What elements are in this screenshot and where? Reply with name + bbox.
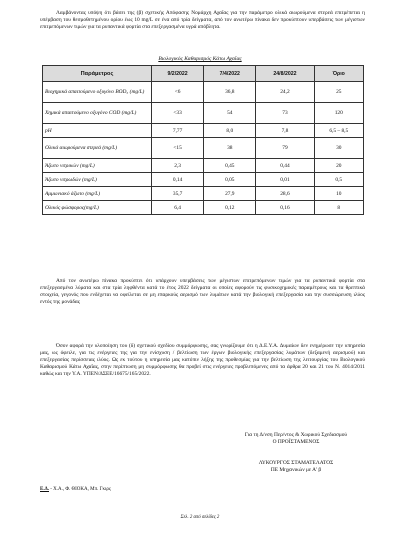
header-date-2: 7/4/2022 <box>204 66 256 82</box>
header-limit: Όριο <box>314 66 363 82</box>
cell-value: 10 <box>314 187 363 201</box>
cell-value: 0,16 <box>256 201 314 215</box>
cell-value: 0,05 <box>204 173 256 187</box>
signature-block <box>226 460 366 474</box>
distribution-label: Ε.Δ. <box>40 487 49 492</box>
cell-value: 79 <box>256 138 314 159</box>
findings-paragraph: Από τον ανωτέρω πίνακα προκύπτει ότι υπάρχουν υπερβάσεις των μέγιστων επιτρεπόμενων τιμών για τα ρυπαντικά φορτία στα επεξεργασμένα λύματα και στα τρία ληφθέντα κατά το έτος 2022 δείγματα οι οποίες αφορούν τις φυσικοχημικές παραμέτρους και τα θρεπτικά στοιχεία, γεγονός που ενδέχεται να οφείλεται σε μη επαρκούς αερισμό των λυμάτων κατά την βιολογική επεξεργασία και την συσσώρευση ιλύος εντός της μονάδας <box>40 278 365 306</box>
table-row <box>43 82 364 103</box>
distribution-text: - Χ.Α., Φ. ΘΙΟΚΑ, Μπ. Γκιρς <box>48 487 111 492</box>
cell-value: 6,4 <box>152 201 204 215</box>
signatory-title: ΠΕ Μηχανικών με Α' β <box>270 467 322 473</box>
row-label: Αμμωνιακό άζωτο (mg/L) <box>43 187 152 201</box>
signatory-name: ΛΥΚΟΥΡΓΟΣ ΣΤΑΜΑΤΕΛΑΤΟΣ <box>258 460 334 466</box>
cell-value: 20 <box>314 159 363 173</box>
cell-value: 0,45 <box>204 159 256 173</box>
cell-value: 7,77 <box>152 124 204 138</box>
row-label: Άζωτο νιτρικών (mg/L) <box>43 159 152 173</box>
cell-value: 54 <box>204 103 256 124</box>
cell-value: <33 <box>152 103 204 124</box>
header-date-1: 9/2/2022 <box>152 66 204 82</box>
cell-value: 73 <box>256 103 314 124</box>
header-date-3: 24/8/2022 <box>256 66 314 82</box>
page-footer: Σελ. 2 από σελίδες 2 <box>180 515 220 520</box>
table-header-row <box>43 66 364 82</box>
cell-value: 25 <box>314 82 363 103</box>
cell-value: 35,7 <box>152 187 204 201</box>
signature-role: Ο ΠΡΟΪΣΤΑΜΕΝΟΣ <box>272 439 320 445</box>
cell-value: 36,8 <box>204 82 256 103</box>
table-row <box>43 201 364 215</box>
cell-value: 28,6 <box>256 187 314 201</box>
row-label: pH <box>43 124 152 138</box>
table-row <box>43 159 364 173</box>
row-label: Χημικά απαιτούμενο οξυγόνο COD (mg/L) <box>43 103 152 124</box>
cell-value: 0,44 <box>256 159 314 173</box>
table-row <box>43 173 364 187</box>
signature-header <box>226 432 366 446</box>
cell-value: <6 <box>152 82 204 103</box>
header-parameter: Παράμετρος <box>43 66 152 82</box>
cell-value: 27,9 <box>204 187 256 201</box>
signature-department: Για τη Δ/νση Περ/ντος & Χωρικού Σχεδιασμού <box>244 432 348 438</box>
row-label: Άζωτο νιτρωδών (mg/L) <box>43 173 152 187</box>
cell-value: 0,14 <box>152 173 204 187</box>
cell-value: 2,3 <box>152 159 204 173</box>
table-row <box>43 103 364 124</box>
cell-value: 38 <box>204 138 256 159</box>
cell-value: 120 <box>314 103 363 124</box>
cell-value: 7,8 <box>256 124 314 138</box>
cell-value: 24,2 <box>256 82 314 103</box>
cell-value: 0,01 <box>256 173 314 187</box>
cell-value: 0,5 <box>314 173 363 187</box>
row-label: Βιοχημικά απαιτούμενο οξυγόνο BOD₅ (mg/L) <box>43 82 152 103</box>
cell-value: 6,5 – 8,5 <box>314 124 363 138</box>
table-caption: Βιολογικός Καθαρισμός Κάτω Αχαΐας <box>158 56 242 62</box>
internal-distribution <box>40 487 111 492</box>
cell-value: 0,12 <box>204 201 256 215</box>
row-label: Ολικός φώσφορος(mg/L) <box>43 201 152 215</box>
row-label: Ολικά αιωρούμενα στερεά (mg/L) <box>43 138 152 159</box>
cell-value: 30 <box>314 138 363 159</box>
cell-value: 8 <box>314 201 363 215</box>
table-row <box>43 124 364 138</box>
table-row <box>43 138 364 159</box>
cell-value: 8,0 <box>204 124 256 138</box>
cell-value: <15 <box>152 138 204 159</box>
intro-paragraph: Λαμβάνοντας υπόψη ότι βάσει της (β) σχετικής Απόφασης Νομάρχη Αχαΐας για την παράμετρο ολικά αιωρούμενα στερεά επιτρέπεται η υπέρβαση του θεσμοθετημένου ορίου έως 10 mg/L σε ένα από τρία δείγματα, από τον ανωτέρω πίνακα δεν προκύπτουν υπερβάσεις των μέγιστων επιτρεπόμενων τιμών για τα ρυπαντικά φορτία στα επεξεργασμένα υγρά απόβλητα. <box>40 10 365 31</box>
compliance-paragraph: Όσον αφορά την υλοποίηση του (δ) σχετικού σχεδίου συμμόρφωσης, σας γνωρίζουμε ότι η Δ.Ε.Υ.Α. Δυμαίων δεν ενημέρωσε την υπηρεσία μας, ως όφειλε, για τις ενέργειες της για την ενίσχυση / βελτίωση των έργων βιολογικής επεξεργασίας λυμάτων (δεξαμενή αερισμού) και επεξεργασίας περίσσειας ιλύος. Ως εκ τούτου η υπηρεσία μας κατόπιν λήξης της προθεσμίας για την βελτίωση της λειτουργίας του Βιολογικού Καθαρισμού Κάτω Αχαΐας, στην περίπτωση μη συμμόρφωσης θα προβεί στις ενέργειες προβλεπόμενες από τα άρθρα 20 και 21 του Ν. 4014/2011 καθώς και την Υ.Α. ΥΠΕΝ/ΔΣΕΕ/16675/165/2022. <box>40 343 365 378</box>
table-row <box>43 187 364 201</box>
results-table <box>42 65 364 215</box>
